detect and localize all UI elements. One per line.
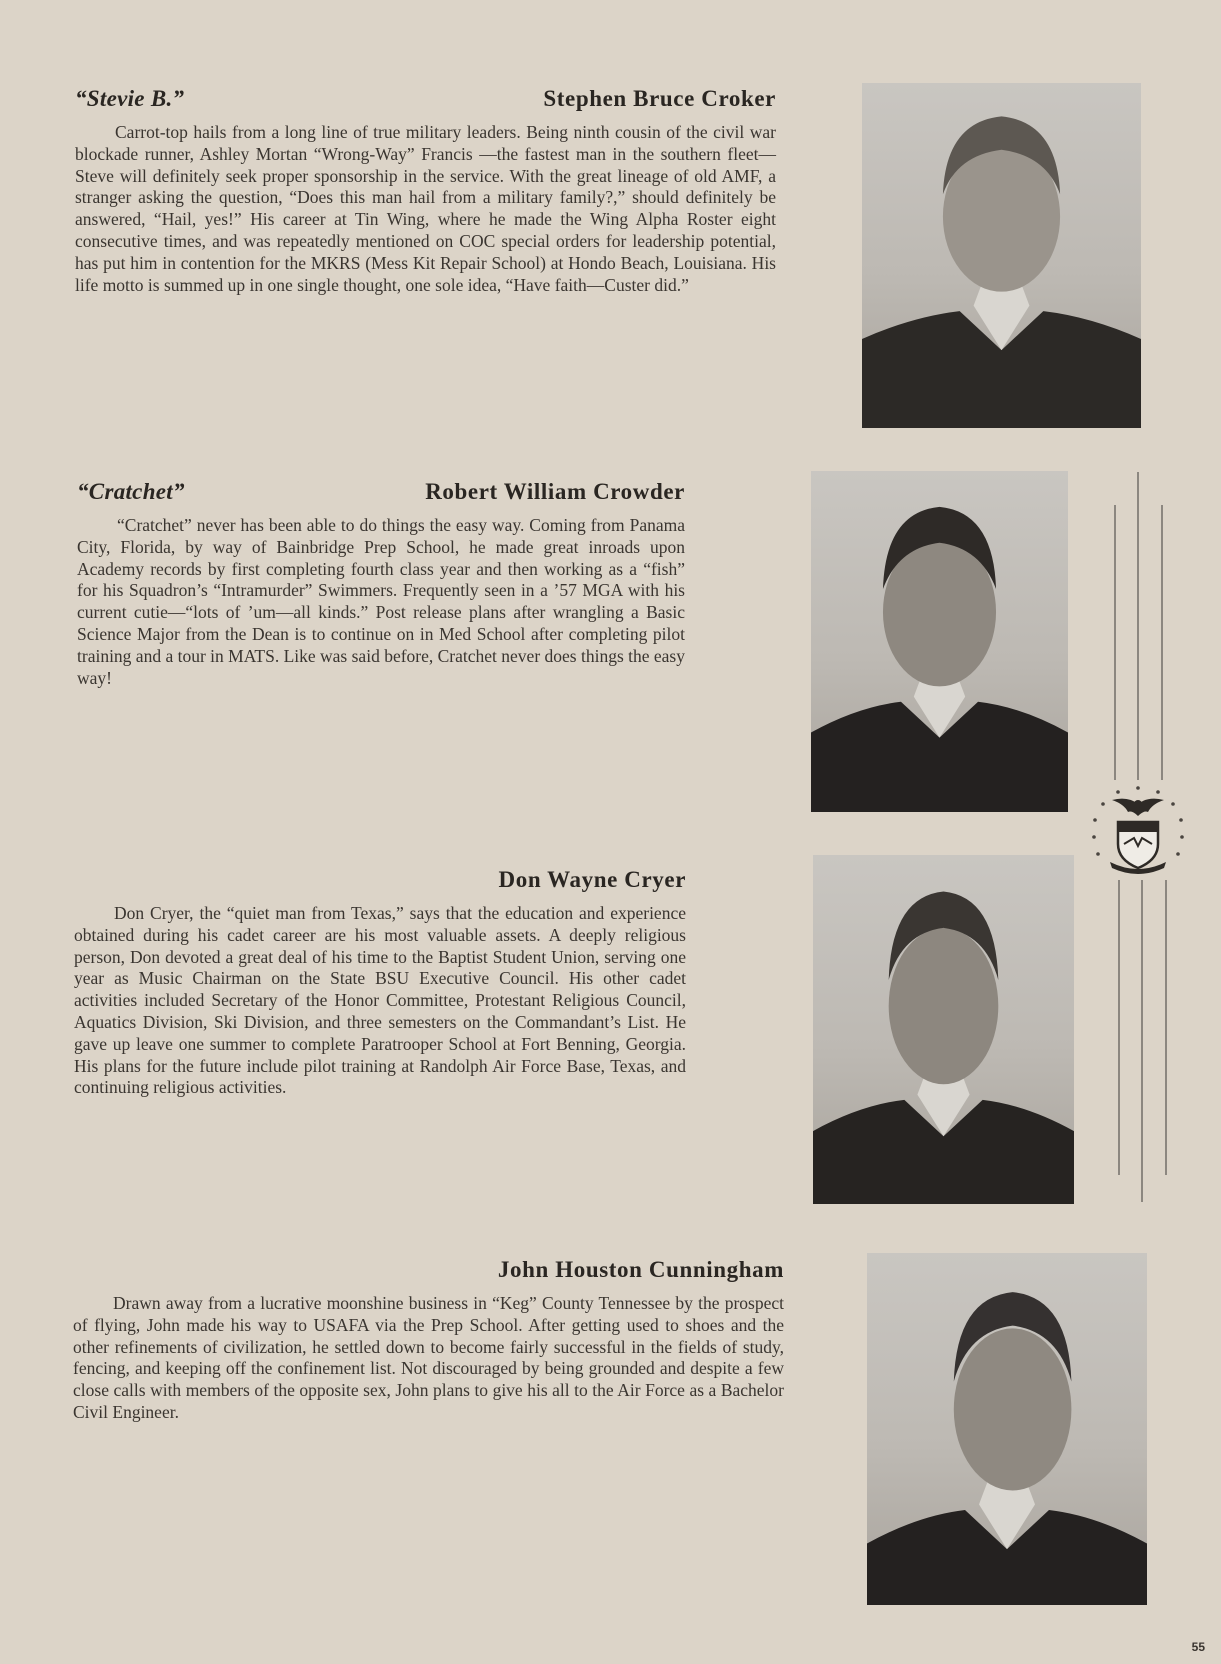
cadet-bio: Don Cryer, the “quiet man from Texas,” says that the education and experience obtained during his cadet career are his most valuable assets. A deeply religious person, Don devoted a great deal of his time to the Baptist Student Union, serving one year as Music Chairman on the State BSU Executive Council. His other cadet activities included Secretary of the Honor Committee, Protestant Religious Council, Aquatics Division, Ski Division, and three semesters on the Commandant’s List. He gave up leave one summer to complete Paratrooper School at Fort Benning, Georgia. His plans for the future include pilot training at Randolph Air Force Base, Texas, and continuing religious activities. (74, 903, 686, 1098)
cadet-name: Stephen Bruce Croker (543, 86, 776, 111)
cadet-entry-croker (75, 86, 776, 296)
cadet-entry-cryer (74, 867, 686, 1099)
cadet-name: John Houston Cunningham (497, 1257, 784, 1282)
decorative-rule (1118, 880, 1120, 1175)
entry-header (77, 479, 685, 509)
cadet-name: Robert William Crowder (425, 479, 685, 504)
cadet-portrait-photo (811, 471, 1068, 812)
academy-seal-icon (1088, 782, 1188, 882)
cadet-name: Don Wayne Cryer (498, 867, 686, 892)
entry-header (74, 867, 686, 897)
cadet-portrait-photo (862, 83, 1141, 428)
cadet-nickname: “Stevie B.” (75, 86, 185, 111)
decorative-rule (1165, 880, 1167, 1175)
page-number: 55 (1191, 1640, 1205, 1654)
cadet-bio: Drawn away from a lucrative moonshine business in “Keg” County Tennessee by the prospect of flying, John made his way to USAFA via the Prep School. After getting used to shoes and the other refinements of civilization, he settled down to become fairly successful in the fields of study, fencing, and keeping off the confinement list. Not discouraged by being grounded and despite a few close calls with members of the opposite sex, John plans to give his all to the Air Force as a Bachelor Civil Engineer. (73, 1293, 784, 1422)
cadet-entry-cunningham (73, 1257, 784, 1424)
decorative-rule (1114, 505, 1116, 780)
cadet-bio: “Cratchet” never has been able to do things the easy way. Coming from Panama City, Florida, by way of Bainbridge Prep School, he made great inroads upon Academy records by first completing fourth class year and then working as a “fish” for his Squadron’s “Intramurder” Swimmers. Frequently seen in a ’57 MGA with his current cutie—“lots of ’um—all kinds.” Post release plans after wrangling a Basic Science Major from the Dean is to continue on in Med School after completing pilot training and a tour in MATS. Like was said before, Cratchet never does things the easy way! (77, 515, 685, 688)
cadet-entry-crowder (77, 479, 685, 689)
cadet-nickname: “Cratchet” (77, 479, 185, 504)
cadet-portrait-photo (867, 1253, 1147, 1605)
decorative-rule (1141, 880, 1143, 1202)
cadet-bio: Carrot-top hails from a long line of true military leaders. Being ninth cousin of the civil war blockade runner, Ashley Mortan “Wrong-Way” Francis —the fastest man in the southern fleet—Steve will definitely seek proper sponsorship in the service. With the great lineage of old AMF, a stranger asking the question, “Does this man hail from a military family?,” should definitely be answered, “Hail, yes!” His career at Tin Wing, where he made the Wing Alpha Roster eight consecutive times, and was repeatedly mentioned on COC special orders for leadership potential, has put him in contention for the MKRS (Mess Kit Repair School) at Hondo Beach, Louisiana. His life motto is summed up in one single thought, one sole idea, “Have faith—Custer did.” (75, 122, 776, 295)
cadet-portrait-photo (813, 855, 1074, 1204)
entry-header (75, 86, 776, 116)
decorative-rule (1161, 505, 1163, 780)
decorative-rule (1137, 472, 1139, 780)
entry-header (73, 1257, 784, 1287)
